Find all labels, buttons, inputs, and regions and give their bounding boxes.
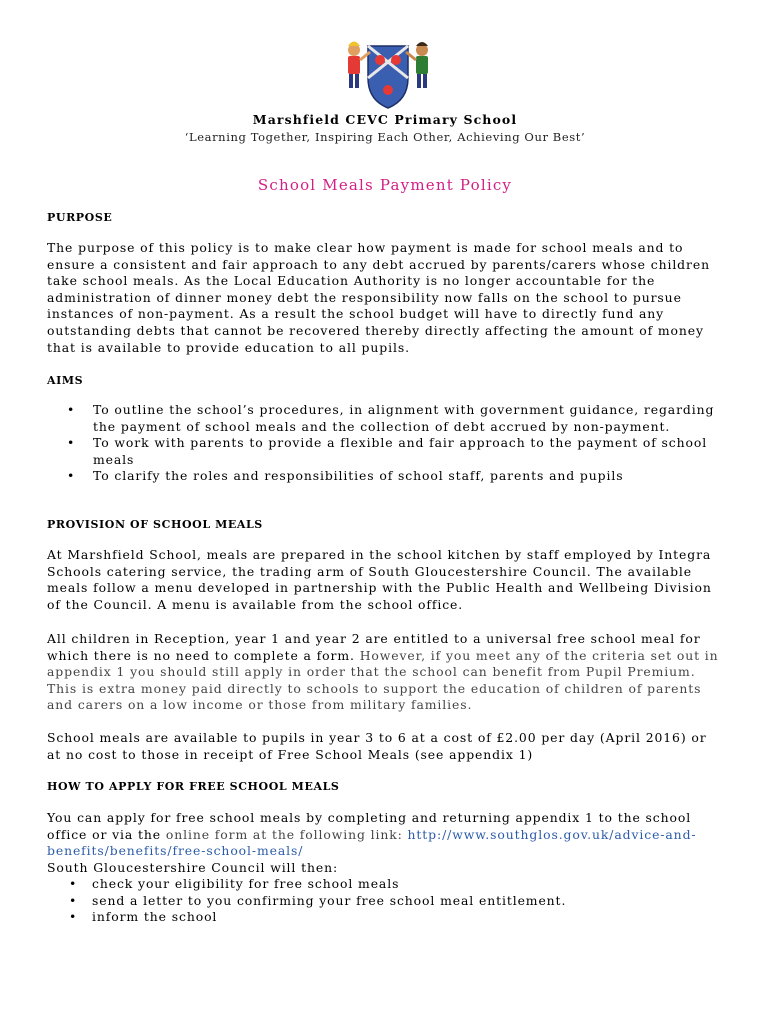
page-title: School Meals Payment Policy	[257, 176, 513, 194]
purpose-heading: PURPOSE	[47, 211, 113, 224]
apply-heading: HOW TO APPLY FOR FREE SCHOOL MEALS	[47, 780, 340, 793]
council-actions-list	[67, 876, 717, 926]
apply-text: You can apply for free school meals by completing and returning appendix 1 to the school office or via the	[47, 810, 692, 842]
aims-heading: AIMS	[47, 374, 84, 387]
council-intro: South Gloucestershire Council will then:	[47, 859, 339, 875]
provision-paragraph-1: At Marshfield School, meals are prepared in the school kitchen by staff employed by Integra Schools catering service, the trading arm of South Gloucestershire Council. The available meals follow a menu developed in partnership with the Public Health and Wellbeing Division of the Council. A menu is available from the school office.	[47, 547, 712, 612]
list-item: • inform the school	[67, 909, 717, 926]
universal-meals-text: All children in Reception, year 1 and year 2 are entitled to a universal free school meal for which there is no need to complete a form.	[47, 631, 701, 663]
online-form-text: online form at the following link:	[165, 826, 408, 842]
pupil-premium-text: However, if you meet any of the criteria set out in appendix 1 you should still apply in order that the school can benefit from Pupil Premium. This is extra money paid directly to schools to support the education of children of parents and carers on a low income or those from military families.	[47, 647, 719, 713]
school-motto: ‘Learning Together, Inspiring Each Other, Achieving Our Best’	[184, 130, 586, 144]
aims-list	[47, 402, 722, 485]
list-item: • To outline the school’s procedures, in alignment with government guidance, regarding the payment of school meals and the collection of debt accrued by non-payment.	[47, 402, 722, 435]
provision-heading: PROVISION OF SCHOOL MEALS	[47, 518, 263, 531]
provision-paragraph-3: School meals are available to pupils in year 3 to 6 at a cost of £2.00 per day (April 2016) or at no cost to those in receipt of Free School Meals (see appendix 1)	[47, 730, 707, 762]
free-school-meals-link[interactable]: http://www.southglos.gov.uk/advice-and-benefits/benefits/free-school-meals/	[47, 826, 697, 859]
school-name: Marshfield CEVC Primary School	[252, 112, 518, 127]
school-crest-logo	[340, 38, 436, 110]
provision-paragraph-2	[47, 631, 722, 714]
list-item: • send a letter to you confirming your free school meal entitlement.	[67, 893, 717, 910]
purpose-paragraph: The purpose of this policy is to make clear how payment is made for school meals and to ensure a consistent and fair approach to any debt accrued by parents/carers whose children take school meals. As the Local Education Authority is no longer accountable for the administration of dinner money debt the responsibility now falls on the school to pursue instances of non-payment. As a result the school budget will have to directly fund any outstanding debts that cannot be recovered thereby directly affecting the amount of money that is available to provide education to all pupils.	[47, 240, 710, 355]
apply-paragraph	[47, 810, 722, 876]
list-item: • To clarify the roles and responsibilities of school staff, parents and pupils	[47, 468, 722, 485]
list-item: • check your eligibility for free school meals	[67, 876, 717, 893]
list-item: • To work with parents to provide a flexible and fair approach to the payment of school meals	[47, 435, 722, 468]
